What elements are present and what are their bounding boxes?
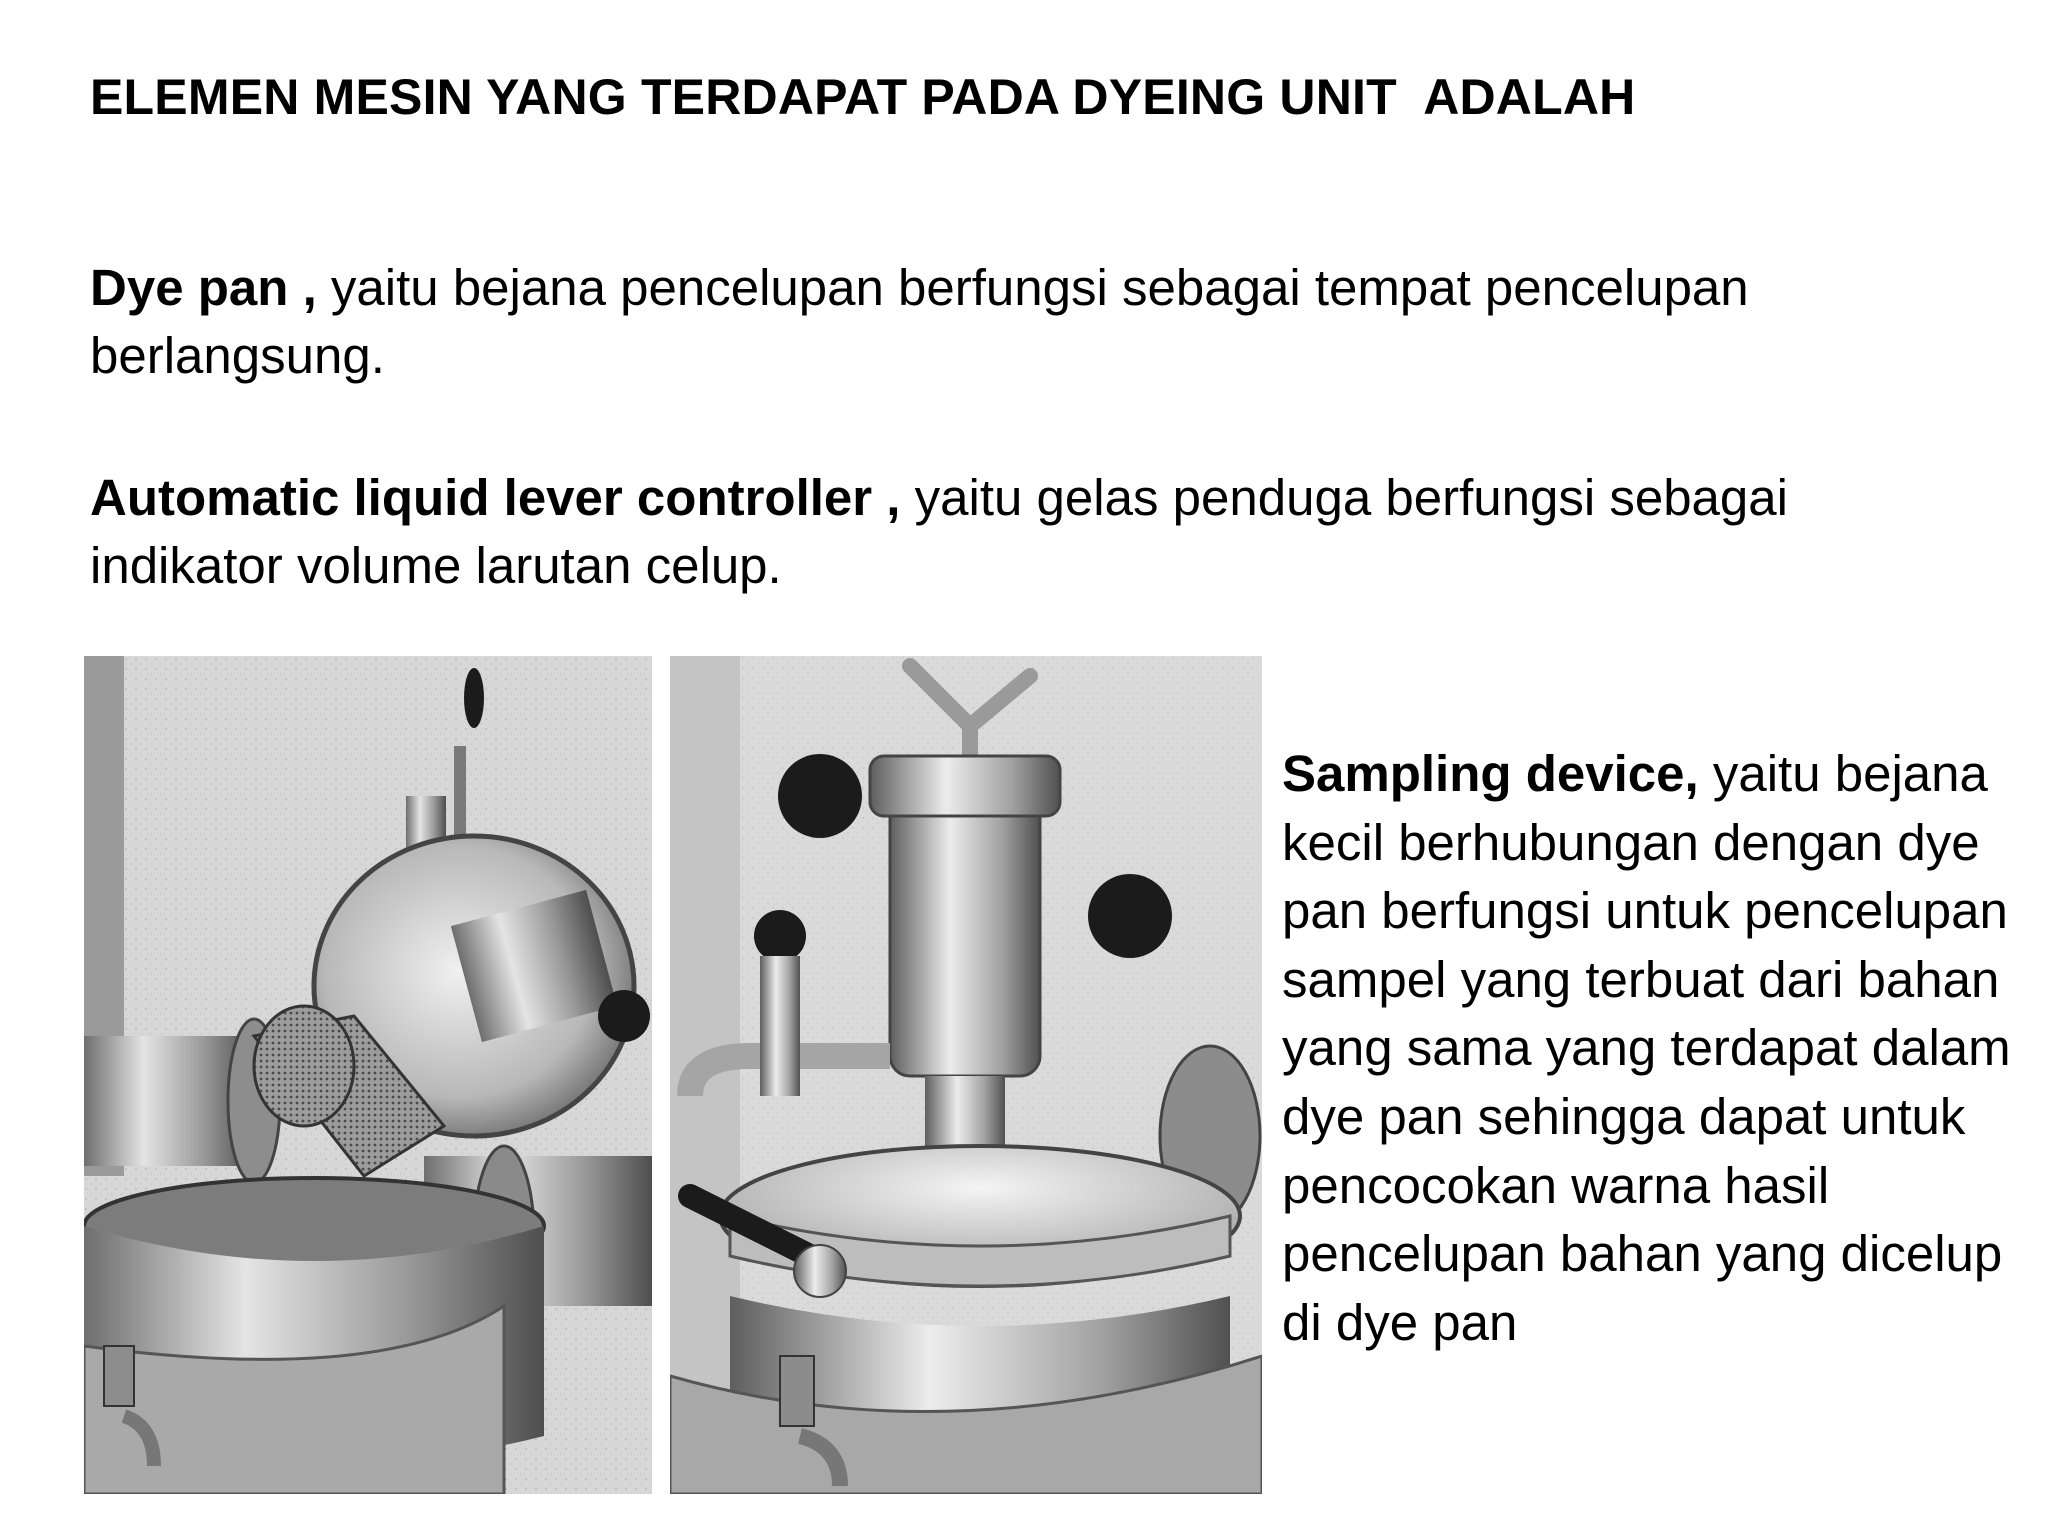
page-title: ELEMEN MESIN YANG TERDAPAT PADA DYEING UNIT ADALAH	[90, 69, 1636, 125]
dye-pan-term: Dye pan ,	[90, 259, 317, 316]
dye-pan-paragraph	[90, 254, 2020, 390]
liquid-level-controller-paragraph	[90, 464, 1890, 600]
dye-pan-photo	[84, 656, 652, 1494]
sampling-device-description: yaitu bejana kecil berhubungan dengan dye pan berfungsi untuk pencelupan sampel yang terbuat dari bahan yang sama yang terdapat dalam dye pan sehingga dapat untuk pencocokan warna hasil pencelupan bahan yang dicelup di dye pan	[1282, 745, 2011, 1351]
sampling-device-term: Sampling device,	[1282, 745, 1699, 802]
sampling-device-paragraph	[1282, 740, 2042, 1357]
sampling-device-photo	[670, 656, 1262, 1494]
liquid-level-controller-description: yaitu gelas penduga berfungsi sebagai indikator volume larutan celup.	[90, 469, 1788, 594]
dye-pan-description: yaitu bejana pencelupan berfungsi sebagai tempat pencelupan berlangsung.	[90, 259, 1749, 384]
liquid-level-controller-term: Automatic liquid lever controller ,	[90, 469, 901, 526]
